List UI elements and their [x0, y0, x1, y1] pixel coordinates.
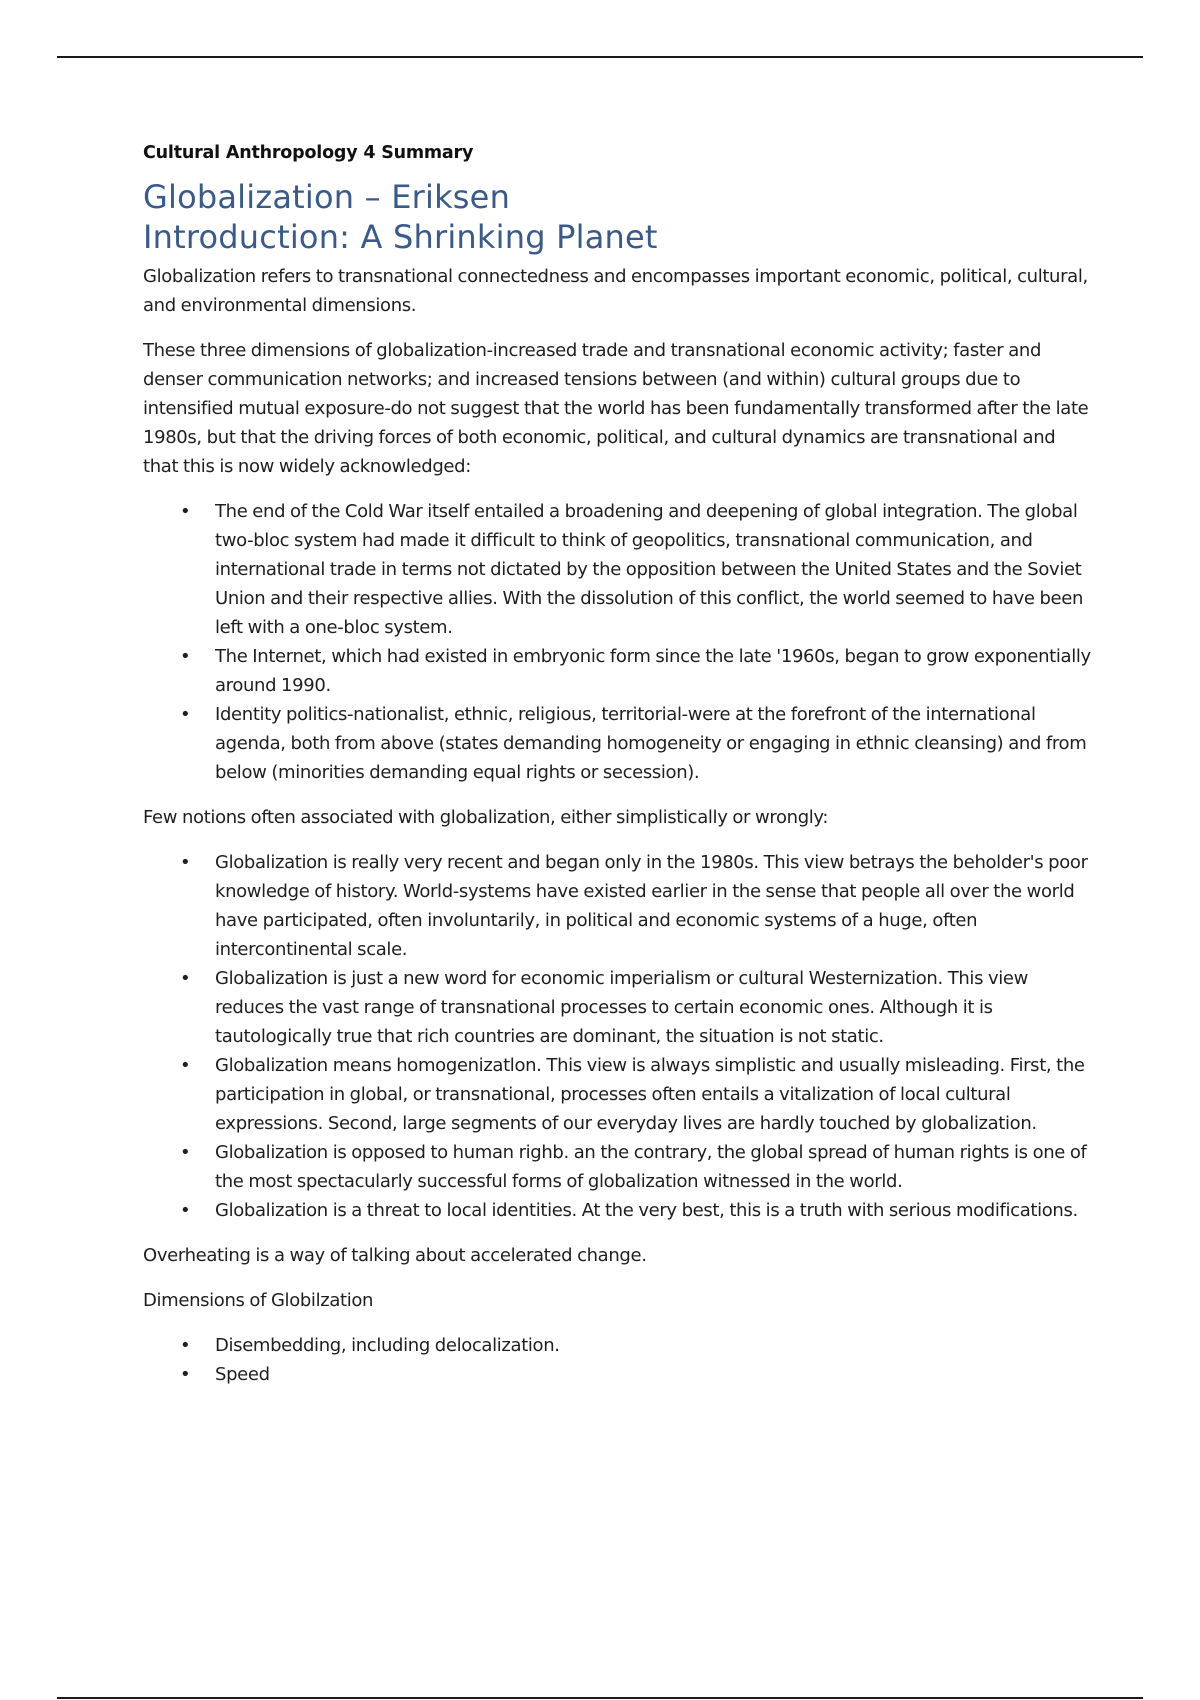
list-item	[143, 1051, 1093, 1138]
bullet-icon: •	[180, 1142, 191, 1163]
document-label: Cultural Anthropology 4 Summary	[143, 143, 474, 163]
bullet-icon: •	[180, 501, 191, 522]
list-item	[143, 1360, 1093, 1389]
list-item-text: Speed	[215, 1364, 270, 1385]
list-item-text: The end of the Cold War itself entailed a broadening and deepening of global integration. The global two-bloc system had made it difficult to think of geopolitics, transnational communication, and international trade in terms not dictated by the opposition between the United States and the Soviet Union and their respective allies. With the dissolution of this conflict, the world seemed to have been left with a one-bloc system.	[215, 501, 1084, 638]
overheating-paragraph: Overheating is a way of talking about accelerated change.	[143, 1245, 647, 1266]
list-item	[143, 497, 1093, 642]
bullet-icon: •	[180, 852, 191, 873]
intro-paragraph: Globalization refers to transnational connectedness and encompasses important economic, political, cultural, and environmental dimensions.	[143, 266, 1088, 316]
list-item-text: Globalization means homogenizatlon. This view is always simplistic and usually misleading. First, the participation in global, or transnational, processes often entails a vitalization of local cultural expressions. Second, large segments of our everyday lives are hardly touched by globalization.	[215, 1055, 1085, 1134]
list-item-text: Globalization is opposed to human righb. an the contrary, the global spread of human rights is one of the most spectacularly successful forms of globalization witnessed in the world.	[215, 1142, 1087, 1192]
list-item	[143, 642, 1093, 700]
list-item	[143, 1196, 1093, 1225]
list-item	[143, 848, 1093, 964]
list-item-text: Disembedding, including delocalization.	[215, 1335, 560, 1356]
dimensions-heading: Dimensions of Globilzation	[143, 1290, 374, 1311]
list-item	[143, 964, 1093, 1051]
list-item-text: Identity politics-nationalist, ethnic, religious, territorial-were at the forefront of the international agenda, both from above (states demanding homogeneity or engaging in ethnic cleansing) and from below (minorities demanding equal rights or secession).	[215, 704, 1087, 783]
dimensions-paragraph: These three dimensions of globalization-increased trade and transnational economic activity; faster and denser communication networks; and increased tensions between (and within) cultural groups due to intensified mutual exposure-do not suggest that the world has been fundamentally transformed after the late 1980s, but that the driving forces of both economic, political, and cultural dynamics are transnational and that this is now widely acknowledged:	[143, 340, 1089, 477]
top-rule	[57, 56, 1143, 58]
list-item-text: Globalization is a threat to local identities. At the very best, this is a truth with serious modifications.	[215, 1200, 1078, 1221]
bullet-icon: •	[180, 1364, 191, 1385]
bullet-icon: •	[180, 1055, 191, 1076]
acknowledged-list	[143, 497, 1093, 787]
list-item-text: The Internet, which had existed in embryonic form since the late '1960s, began to grow exponentially around 1990.	[215, 646, 1091, 696]
section-heading: Introduction: A Shrinking Planet	[143, 218, 658, 256]
list-item-text: Globalization is just a new word for economic imperialism or cultural Westernization. This view reduces the vast range of transnational processes to certain economic ones. Although it is tautologically true that rich countries are dominant, the situation is not static.	[215, 968, 1029, 1047]
bullet-icon: •	[180, 968, 191, 989]
bullet-icon: •	[180, 704, 191, 725]
list-item	[143, 1331, 1093, 1360]
document-page	[143, 140, 1093, 1405]
list-item	[143, 1138, 1093, 1196]
bullet-icon: •	[180, 646, 191, 667]
list-item-text: Globalization is really very recent and began only in the 1980s. This view betrays the beholder's poor knowledge of history. World-systems have existed earlier in the sense that people all over the world have participated, often involuntarily, in political and economic systems of a huge, often intercontinental scale.	[215, 852, 1088, 960]
bullet-icon: •	[180, 1335, 191, 1356]
bullet-icon: •	[180, 1200, 191, 1221]
notions-intro: Few notions often associated with globalization, either simplistically or wrongly:	[143, 807, 829, 828]
chapter-heading: Globalization – Eriksen	[143, 178, 511, 216]
bottom-rule	[57, 1697, 1143, 1699]
notions-list	[143, 848, 1093, 1225]
list-item	[143, 700, 1093, 787]
dimensions-list	[143, 1331, 1093, 1389]
